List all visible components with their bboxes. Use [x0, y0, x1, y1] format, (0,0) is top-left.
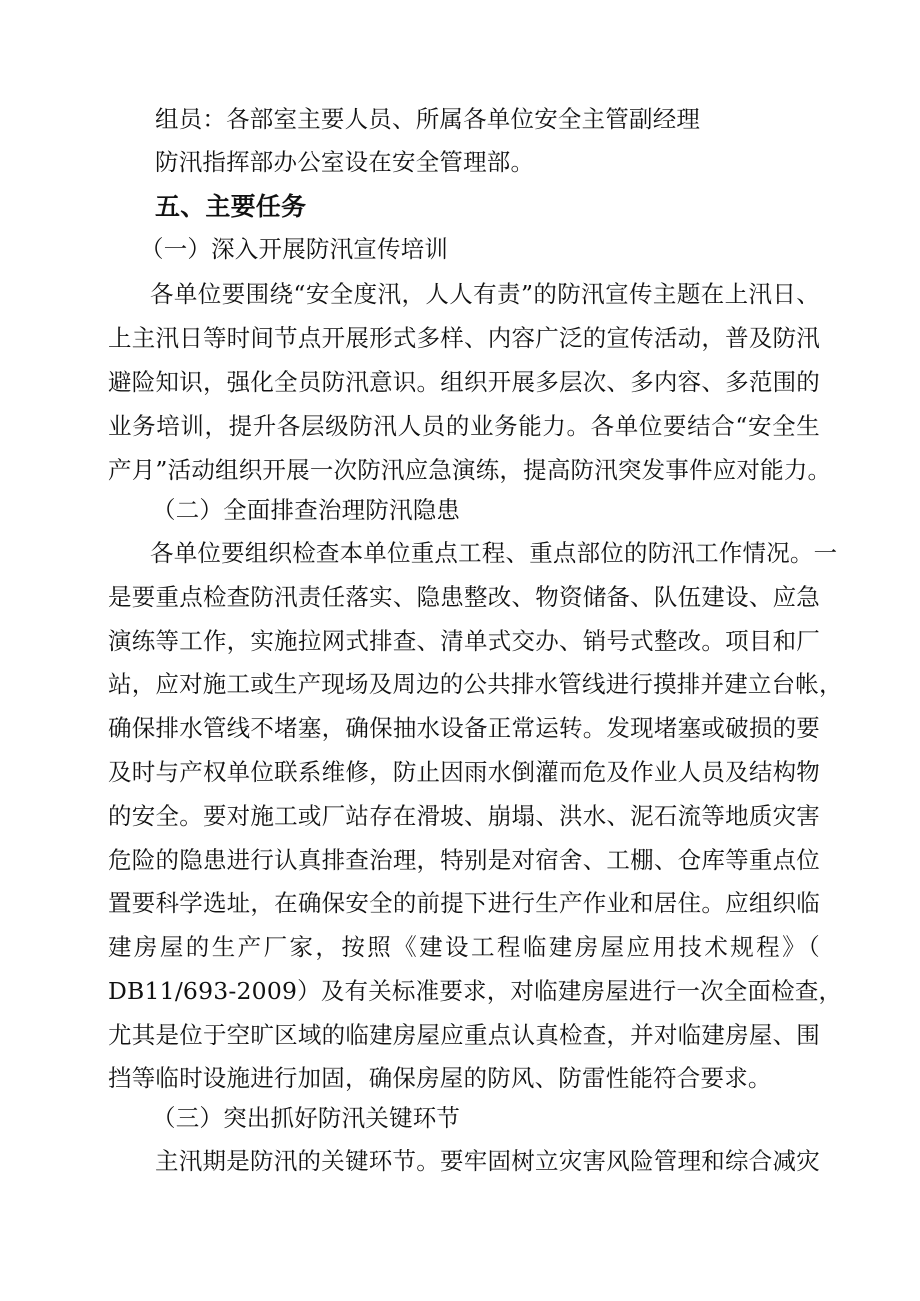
paragraph-line: 产月”活动组织开展一次防汛应急演练，提高防汛突发事件应对能力。 — [108, 456, 832, 484]
paragraph-line: 的安全。要对施工或厂站存在滑坡、崩塌、洪水、泥石流等地质灾害 — [108, 802, 820, 830]
paragraph-line: 确保排水管线不堵塞，确保抽水设备正常运转。发现堵塞或破损的要 — [108, 714, 820, 742]
paragraph-line: 及时与产权单位联系维修，防止因雨水倒灌而危及作业人员及结构物 — [108, 758, 820, 786]
paragraph-line: 挡等临时设施进行加固，确保房屋的防风、防雷性能符合要求。 — [108, 1064, 772, 1092]
paragraph-line: DB11/693-2009）及有关标准要求，对临建房屋进行一次全面检查， — [108, 977, 843, 1005]
paragraph-line: 尤其是位于空旷区域的临建房屋应重点认真检查，并对临建房屋、围 — [108, 1021, 820, 1049]
paragraph-line: 避险知识，强化全员防汛意识。组织开展多层次、多内容、多范围的 — [108, 368, 820, 396]
paragraph-line: 上主汛日等时间节点开展形式多样、内容广泛的宣传活动，普及防汛 — [108, 324, 820, 352]
paragraph-line: 站，应对施工或生产现场及周边的公共排水管线进行摸排并建立台帐， — [108, 670, 843, 698]
paragraph-line: 各单位要围绕“安全度汛，人人有责”的防汛宣传主题在上汛日、 — [150, 280, 820, 308]
paragraph-line: 建房屋的生产厂家，按照《建设工程临建房屋应用技术规程》（ — [108, 933, 820, 961]
subsection-three-heading: （三）突出抓好防汛关键环节 — [152, 1104, 461, 1132]
subsection-two-heading: （二）全面排查治理防汛隐患 — [152, 496, 461, 524]
paragraph-line: 是要重点检查防汛责任落实、隐患整改、物资储备、队伍建设、应急 — [108, 583, 820, 611]
paragraph-line: 业务培训，提升各层级防汛人员的业务能力。各单位要结合“安全生 — [108, 412, 820, 440]
paragraph-line: 危险的隐患进行认真排查治理，特别是对宿舍、工棚、仓库等重点位 — [108, 846, 820, 874]
paragraph-line: 主汛期是防汛的关键环节。要牢固树立灾害风险管理和综合减灾 — [155, 1147, 820, 1175]
paragraph-line: 置要科学选址，在确保安全的前提下进行生产作业和居住。应组织临 — [108, 889, 820, 917]
paragraph-line: 演练等工作，实施拉网式排查、清单式交办、销号式整改。项目和厂 — [108, 627, 820, 655]
office-line: 防汛指挥部办公室设在安全管理部。 — [155, 148, 535, 176]
subsection-one-heading: （一）深入开展防汛宣传培训 — [140, 235, 449, 263]
section-five-heading: 五、主要任务 — [155, 192, 307, 221]
members-line: 组员：各部室主要人员、所属各单位安全主管副经理 — [155, 105, 701, 133]
paragraph-line: 各单位要组织检查本单位重点工程、重点部位的防汛工作情况。一 — [150, 539, 838, 567]
